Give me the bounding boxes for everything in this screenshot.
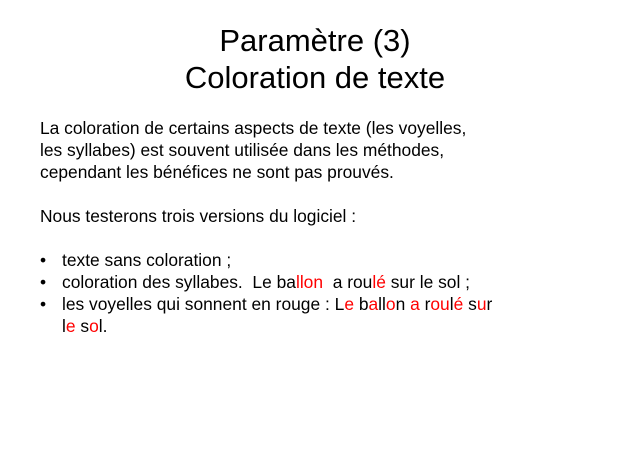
text-segment: r — [419, 294, 431, 314]
text-segment: s — [75, 316, 90, 336]
text-segment: texte sans coloration ; — [62, 250, 232, 270]
text-segment: ll — [378, 294, 386, 314]
text-segment: b — [353, 294, 369, 314]
slide-body — [40, 117, 600, 337]
highlighted-segment: llon — [295, 272, 324, 292]
title-line-2: Coloration de texte — [184, 60, 446, 95]
spacer — [40, 183, 600, 205]
bullet-icon: • — [40, 272, 47, 292]
text-segment: l — [449, 294, 454, 314]
highlighted-segment: e — [65, 316, 76, 336]
highlighted-segment: lé — [372, 272, 386, 292]
slide-title — [0, 22, 630, 96]
highlighted-segment: a — [410, 294, 420, 314]
highlighted-segment: o — [89, 316, 99, 336]
intro-paragraph — [40, 117, 600, 183]
bullet-icon: • — [40, 250, 47, 270]
text-segment: sur le sol ; — [385, 272, 470, 292]
bullet-item — [40, 271, 600, 293]
intro-line-1: La coloration de certains aspects de texte (les voyelles, — [40, 118, 467, 138]
bullet-icon: • — [40, 294, 47, 314]
spacer — [40, 227, 600, 249]
text-segment: r — [486, 294, 493, 314]
highlighted-segment: ou — [430, 294, 450, 314]
text-segment: n — [395, 294, 411, 314]
highlighted-segment: é — [453, 294, 464, 314]
text-segment: les voyelles qui sonnent en rouge : L — [62, 294, 345, 314]
highlighted-segment: u — [476, 294, 487, 314]
text-segment: a rou — [323, 272, 373, 292]
bullet-item — [40, 293, 600, 337]
versions-intro: Nous testerons trois versions du logiciel : — [40, 206, 357, 226]
highlighted-segment: a — [368, 294, 379, 314]
text-segment: coloration des syllabes. Le ba — [62, 272, 296, 292]
highlighted-segment: o — [385, 294, 396, 314]
bullet-item — [40, 249, 600, 271]
bullet-list — [40, 249, 600, 337]
highlighted-segment: e — [344, 294, 354, 314]
text-segment: l. — [98, 316, 108, 336]
text-segment: s — [463, 294, 477, 314]
title-line-1: Paramètre (3) — [219, 23, 411, 58]
intro-line-3: cependant les bénéfices ne sont pas prouvés. — [40, 162, 394, 182]
text-segment: l — [62, 316, 66, 336]
intro-line-2: les syllabes) est souvent utilisée dans les méthodes, — [40, 140, 445, 160]
